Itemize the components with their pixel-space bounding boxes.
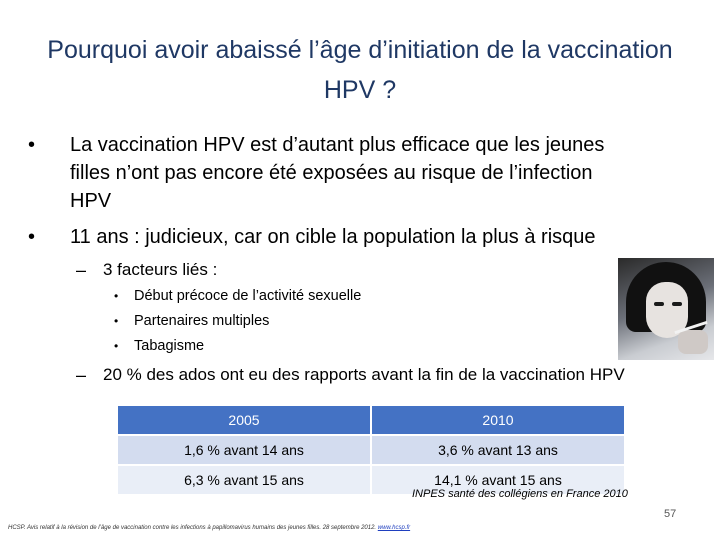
statistics-table bbox=[116, 404, 626, 496]
slide-title: Pourquoi avoir abaissé l’âge d’initiation de la vaccination HPV ? bbox=[47, 36, 673, 104]
bullet-2-line-1: 11 ans : judicieux, car on cible la population la plus à risque bbox=[70, 226, 596, 248]
factor-item-1: Début précoce de l’activité sexuelle bbox=[134, 288, 362, 304]
sub-dash: – bbox=[76, 365, 87, 385]
sub-bullet-statistic: 20 % des ados ont eu des rapports avant la fin de la vaccination HPV bbox=[103, 365, 625, 384]
sub-sub-dot: • bbox=[114, 289, 119, 303]
table-header-2010: 2010 bbox=[371, 405, 625, 435]
footer-text: HCSP. Avis relatif à la révision de l’âge de vaccination contre les infections à papillomavirus humains des jeunes filles. 28 septembre 2012. bbox=[8, 525, 378, 531]
bullet-1-line-2: filles n’ont pas encore été exposées au risque de l’infection bbox=[70, 162, 593, 184]
footer-citation bbox=[8, 525, 410, 531]
bullet-1-line-3: HPV bbox=[70, 190, 112, 212]
footer-link[interactable]: www.hcsp.fr bbox=[377, 525, 411, 531]
page-number: 57 bbox=[664, 508, 677, 520]
table-row bbox=[117, 435, 625, 465]
table-header-2005: 2005 bbox=[117, 405, 371, 435]
bullet-1-line-1: La vaccination HPV est d’autant plus efficace que les jeunes bbox=[70, 134, 605, 156]
factor-item-2: Partenaires multiples bbox=[134, 313, 270, 329]
table-cell: 14,1 % avant 15 ans bbox=[371, 465, 625, 495]
smoking-girl-photo bbox=[618, 258, 714, 360]
sub-sub-dot: • bbox=[114, 339, 119, 353]
sub-dash: – bbox=[76, 260, 87, 280]
table-source: INPES santé des collégiens en France 2010 bbox=[412, 488, 628, 500]
table-cell: 1,6 % avant 14 ans bbox=[117, 435, 371, 465]
sub-bullet-factors: 3 facteurs liés : bbox=[103, 260, 218, 279]
bullet-dot: • bbox=[28, 226, 36, 248]
table-cell: 3,6 % avant 13 ans bbox=[371, 435, 625, 465]
bullet-dot: • bbox=[28, 134, 36, 156]
factor-item-3: Tabagisme bbox=[134, 338, 205, 354]
sub-sub-dot: • bbox=[114, 314, 119, 328]
table-header-row bbox=[117, 405, 625, 435]
table-cell: 6,3 % avant 15 ans bbox=[117, 465, 371, 495]
